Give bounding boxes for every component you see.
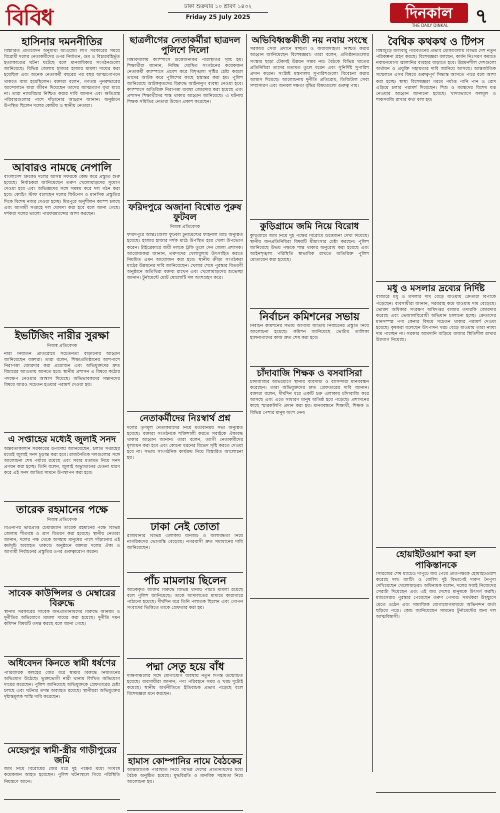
article-headline: কুড়িগ্রামে জমি নিয়ে বিরোধ [260,222,359,233]
article [127,757,243,811]
article-headline: পদ্মা সেতু হয়ে বাঁধ [145,660,225,673]
article-headline: ফরিদপুরে অজানা বিশ্বোত পুরুষ ফুটবল [128,202,242,224]
article-separator [376,792,496,793]
newspaper-logo-subtitle: THE DAILY DINKAL [411,23,449,28]
article [127,575,243,659]
article-headline: মেহেরপুর স্বামী-স্ত্রীর গাড়ীপুরের জমি [7,745,117,766]
article [4,162,120,328]
article [4,659,120,743]
article-body: সরকারি সেবা প্রদানে স্বচ্ছতা ও জবাবদিহিতা নিশ্চিত করার আহ্বান জানিয়েছেন বিশেষজ্ঞরা। তারা বলেন, প্রতিষ্ঠানগুলোর সংস্কার ছাড়া টেকসই উন্নয়ন সম্ভব নয়। বৈঠকে বিভিন্ন খাতের প্রতিনিধিরা তাদের মতামত তুলে ধরেন এবং সুনির্দিষ্ট সুপারিশ প্রদান করেন। সংশ্লিষ্ট মন্ত্রণালয় সুপারিশগুলো বিবেচনা করার আশ্বাস দিয়েছে। আলোচনায় দুর্নীতি প্রতিরোধ, ডিজিটাল সেবা সম্প্রসারণ এবং জনবল দক্ষতা বৃদ্ধির বিষয়গুলো গুরুত্ব পায়। [250,47,369,89]
article-headline: তারেক রহমানের পক্ষে [16,503,108,516]
article-separator [250,598,369,599]
article-separator [4,501,120,502]
article-byline: নিজস্ব প্রতিবেদক [46,344,78,350]
article-separator [127,754,243,755]
date-english: Friday 25 July 2025 [168,12,268,22]
article-headline: ইভটিজিং নারীর সুরক্ষা [14,330,110,343]
article-body: বাজারে মধু ও মসলার দাম বেড়ে যাওয়ায় ক্রেতারা বিপাকে পড়েছেন। ব্যবসায়ীরা জানান, সরবরাহ কমে যাওয়ায় দাম বেড়েছে। ভোক্তা অধিকার সংরক্ষণ অধিদপ্তর বাজার তদারকি জোরদার করেছে এবং ভেজালবিরোধী অভিযান চালানো হচ্ছে। ক্রেতাদের মানসম্পন্ন পণ্য কেনার বিষয়ে সচেতন থাকার পরামর্শ দেওয়া হয়েছে। কৃষকরা বলেছেন উৎপাদন খরচ বেড়ে যাওয়ায় তারা ন্যায্য দাম পাচ্ছেন না। সরকার আমদানি বাড়িয়ে বাজার স্থিতিশীল রাখার উদ্যোগ নিয়েছে। [376,295,496,344]
article-separator [4,656,120,657]
article-byline: নিজস্ব প্রতিবেদক [46,517,78,523]
page-number: ৭ [475,4,489,28]
article-body: বাংলাদেশ ক্রিকেট দলের আসন্ন সফরকে কেন্দ্র করে প্রস্তুতি শুরু হয়েছে। নির্বাচকরা জানিয়েছেন তরুণ খেলোয়াড়দের সুযোগ দেওয়া হবে এবং অভিজ্ঞদের সঙ্গে সমন্বয় করে দল গঠন করা হবে। কোচিং স্টাফ বলেছেন দলের ফিটনেস ও মানসিক প্রস্তুতির দিকে বিশেষ নজর দেওয়া হচ্ছে। মিরপুরে অনুশীলন ক্যাম্প চলছে এবং আগামী সপ্তাহে দল ঘোষণা করা হবে বলে জানা গেছে। দর্শকরা দলের ভালো পারফরম্যান্সের আশা করছেন। [4,175,120,217]
section-name: বিবিধ [6,5,53,31]
article-headline: অধিবেদন কিনতে স্বামী ধর্ষণের [8,659,116,670]
article-headline: হোয়াইটওয়াশ করা হল পাকিস্তানকে [396,550,476,571]
article [4,746,120,801]
article-body: অন্তর্বর্তীকালীন সরকারের উপদেষ্টা জানিয়েছেন, চলতি সপ্তাহের মধ্যেই জুলাই সনদ চূড়ান্ত করা হবে। রাজনৈতিক দলগুলোর সঙ্গে আলোচনা শেষ পর্যায়ে রয়েছে এবং সবার মতামত নিয়ে সনদ প্রণয়ন করা হচ্ছে। তিনি বলেন, জুলাই অভ্যুত্থানের চেতনা ধারণ করে এই সনদ জাতির সামনে উপস্থাপন করা হবে। [4,446,120,476]
article-headline: নেতাকর্মীদের নিঃস্বার্থ প্রশ্ন [139,414,231,425]
article-headline: সাবেক কাউন্সিলর ও মেম্বারের বিরুদ্ধে [8,588,116,609]
article [4,36,120,160]
article-body: আটককৃত ব্যক্তির বিরুদ্ধে বিভিন্ন থানায় পাঁচটি মামলা রয়েছে বলে পুলিশ জানিয়েছে। তাকে আদালতের মাধ্যমে কারাগারে পাঠানো হয়েছে। দীর্ঘদিন ধরে তিনি পলাতক ছিলেন এবং গোপন সংবাদের ভিত্তিতে তাকে গ্রেফতার করা হয়। [127,587,243,612]
article-headline: আবারও নামছে নেপালি [12,162,112,175]
column-4 [376,34,496,795]
column-divider [123,34,124,772]
article-separator [4,327,120,328]
article-body: চাঁদাবাজির অভিযোগে স্থানীয় ব্যবসায়ী ও বাসিন্দারা মানববন্ধন করেছেন। তারা অভিযুক্তদের দ্রুত গ্রেফতারের দাবি জানান। বক্তারা বলেন, দীর্ঘদিন ধরে একটি চক্র এলাকায় চাঁদাবাজি করে আসছে এবং এতে সাধারণ মানুষ অতিষ্ঠ হয়ে পড়েছে। প্রশাসনের কাছে স্মারকলিপি প্রদান করা হয়। মানববন্ধনে শিক্ষার্থী, শিক্ষক ও বিভিন্ন পেশার মানুষ অংশ নেন। [250,380,369,416]
article-headline: ঢাকা নেই তোতা [150,520,220,533]
article-body: রাজধানীর বিভিন্ন এলাকায় যানজট ও জলাবদ্ধতা নিয়ে নাগরিকদের ভোগান্তি বেড়েছে। নগরবাসী দ্রুত সমাধানের দাবি জানিয়েছেন। [127,533,243,551]
article-body: বিশ্ববিদ্যালয় ক্যাম্পাসে উত্তেজনাকর পরিস্থিতির সৃষ্টি হয়। শিক্ষার্থীরা জানান, নিষিদ্ধ ঘোষিত সংগঠনের কয়েকজন নেতাকর্মী ক্যাম্পাসে প্রবেশ করে বিশৃঙ্খলা সৃষ্টির চেষ্টা করলে তাদের আটক করে পুলিশের কাছে হস্তান্তর করা হয়। পুলিশ জানিয়েছে আটককৃতদের বিরুদ্ধে আইনানুগ ব্যবস্থা নেওয়া হবে। ক্যাম্পাসে অতিরিক্ত নিরাপত্তা ব্যবস্থা জোরদার করা হয়েছে এবং প্রশাসন শিক্ষার্থীদের শান্ত থাকার আহ্বান জানিয়েছে। এ ঘটনায় শিক্ষক সমিতির নেতারা উদ্বেগ প্রকাশ করেছেন। [127,57,243,106]
article-body: নারী নির্যাতন প্রতিরোধে সচেতনতা বাড়ানোর আহ্বান জানিয়েছেন বক্তারা। তারা বলেন, শিক্ষাপ্রতিষ্ঠানের আশপাশে নিরাপত্তা জোরদার করা প্রয়োজন এবং অভিযুক্তদের দ্রুত বিচারের আওতায় আনতে হবে। স্থানীয় প্রশাসন এ বিষয়ে কঠোর পদক্ষেপ নেওয়ার আশ্বাস দিয়েছে। অভিভাবকদের সন্তানদের বিষয়ে আরও সচেতন হওয়ার পরামর্শ দেওয়া হয়। [4,352,120,388]
article-body: বিশ্বজুড়ে জলবায়ু পরিবর্তনের প্রভাব মোকাবিলায় বিভিন্ন দেশ নতুন পরিকল্পনা গ্রহণ করছে। বিশেষজ্ঞরা বলছেন, কার্বন নিঃসরণ কমাতে নবায়নযোগ্য জ্বালানির ব্যবহার বাড়াতে হবে। উন্নয়নশীল দেশগুলো অর্থায়ন ও প্রযুক্তি সহায়তার দাবি জানিয়ে আসছে। আন্তর্জাতিক সম্মেলনে এসব বিষয়ে গুরুত্বপূর্ণ সিদ্ধান্ত আসতে পারে বলে আশা করা হচ্ছে। স্বাস্থ্য বিশেষজ্ঞরা গরমে পর্যাপ্ত পানি পান ও রোদ এড়িয়ে চলার পরামর্শ দিয়েছেন। শিশু ও বয়স্কদের বিশেষ যত্ন নেওয়ার আহ্বান জানানো হয়েছে। খাদ্যাভ্যাসে ফলমূল ও শাকসবজি রাখার কথা বলা হয়। [376,49,496,103]
column-3 [250,34,369,601]
article-headline: হাসিনার দমননীতির [21,36,103,48]
article-separator [376,281,496,282]
article-separator [127,518,243,519]
article-headline: বৈশ্বিক কথকথ ও টিপস [387,36,485,48]
article-byline: নিজস্ব প্রতিবেদক [169,225,201,231]
article-headline: ছাত্রলীগের নেতাকর্মীরা ছাত্রদল পুলিশে দিলো [129,36,241,57]
article [127,203,243,413]
article [4,435,120,501]
article [4,589,120,658]
article-separator [4,743,120,744]
date-bangla: ঢাকা শুক্রবার ১০ শ্রাবণ ১৪৩২ [184,4,252,10]
article-separator [127,572,243,573]
article-separator [4,159,120,160]
article [4,504,120,587]
article [250,311,369,367]
article-headline: নির্বাচন কমিশনের সভায় [259,310,360,323]
article-body: দক্ষিণাঞ্চলের সঙ্গে যোগাযোগ ব্যবস্থায় নতুন দিগন্ত উন্মোচিত হয়েছে। ব্যবসায়ীরা জানান, পণ্য পরিবহনে সময় ও খরচ দুটোই কমেছে। স্থানীয় অর্থনীতিতে ইতিবাচক প্রভাব পড়েছে বলে বিশেষজ্ঞরা মনে করছেন। [127,673,243,698]
article-separator [250,366,369,367]
article-body: জমি নিয়ে বিরোধের জের ধরে দুই পক্ষের মধ্যে সংঘর্ষে কয়েকজন আহত হয়েছেন। পুলিশ ঘটনাস্থলে গিয়ে পরিস্থিতি নিয়ন্ত্রণে আনে। [4,767,120,785]
article-separator [376,547,496,548]
column-1 [4,34,120,802]
article-separator [127,658,243,659]
article-body: সিরিজের শেষ ম্যাচেও দাপুটে জয় পেয়ে প্রতিপক্ষকে হোয়াইটওয়াশ করেছে দল। ব্যাটিং ও বোলিং দুই বিভাগেই দারুণ নৈপুণ্য দেখিয়েছেন খেলোয়াড়রা। অধিনায়ক বলেন, দলের সবাই নিজেদের সেরাটা দিয়েছেন এবং এই জয় দেশের মানুষকে উৎসর্গ করছি। ম্যাচসেরার পুরস্কার পেয়েছেন তরুণ পেসার। সমর্থকরা উচ্ছ্বাসে মেতে ওঠেন এবং সামাজিক যোগাযোগমাধ্যমে অভিনন্দন বার্তা ছড়িয়ে পড়ে। কোচ জানিয়েছেন সামনের টুর্নামেন্টের জন্য দল আত্মবিশ্বাসী। [376,572,496,620]
newspaper-logo: দিনকাল [390,3,468,23]
article-separator [127,810,243,811]
article-headline: অভিবিধ্বস্তকীতী নয় নবায় সংস্থে [251,36,368,46]
article-body: নির্বাচন কমিশনের সভায় আগামী জাতীয় নির্বাচনের প্রস্তুতি নিয়ে আলোচনা হয়েছে। কমিশন জানিয়েছে ভোটার তালিকা হালনাগাদের কাজ দ্রুত শেষ করা হবে। [250,323,369,341]
article-body: আন্তর্জাতিক পরিস্থিতি নিয়ে বিভিন্ন দেশের প্রতিনিধিদের মধ্যে বৈঠক অনুষ্ঠিত হয়েছে। যুদ্ধবিরতি ও মানবিক সহায়তা নিয়ে আলোচনা হয়। [127,768,243,786]
article [376,550,496,793]
article-separator [250,308,369,309]
article [4,330,120,433]
article-body: বিস্তারিত প্রতিবেদন অনুযায়ী আওয়ামী লীগ সরকারের সময়ে বিরোধী দলের নেতাকর্মীদের ওপর নির্যাতন, গুম ও বিচারবহির্ভূত হত্যাকাণ্ডের ঘটনা ঘটেছে বলে মানবাধিকার সংগঠনগুলো জানিয়েছে। বিভিন্ন জেলায় হাজার হাজার মামলা দায়ের করা হয়েছিল এবং অনেক নেতাকর্মী বছরের পর বছর আত্মগোপনে থাকতে বাধ্য হয়েছিলেন। বক্তারা বলেন, গণতন্ত্র পুনরুদ্ধারের আন্দোলনে যারা জীবন দিয়েছেন তাদের আত্মত্যাগ বৃথা যাবে না। তারা ন্যায়বিচার নিশ্চিত করার দাবি জানান এবং ক্ষতিগ্রস্ত পরিবারগুলোর পাশে দাঁড়ানোর আহ্বান জানান। অনুষ্ঠানে উপস্থিত ছিলেন দলের কেন্দ্রীয় ও স্থানীয় নেতারা। [4,49,120,109]
article-headline: পাঁচ মামলায় ছিলেন [143,574,227,587]
article-headline: হামাস কোম্পানির নামে বৈঠকের [128,756,242,767]
article [127,414,243,518]
article-body: ফরিদপুরে আন্তঃজেলা ফুটবল টুর্নামেন্টের ফাইনাল ম্যাচ অনুষ্ঠিত হয়েছে। হাজার হাজার দর্শক মাঠে উপস্থিত হয়ে খেলা উপভোগ করেন। টাইব্রেকারে জয়ী দলকে ট্রফি তুলে দেন জেলা প্রশাসক। আয়োজকরা জানান, তরুণদের খেলাধুলায় উৎসাহিত করতে নিয়মিত এমন আয়োজন করা হবে। স্থানীয় ক্রীড়া সংগঠকরা মাঠের উন্নয়নের দাবি জানিয়েছেন। খেলার শেষে পুরস্কার বিতরণী অনুষ্ঠানে অতিথিরা বক্তব্য রাখেন এবং খেলোয়াড়দের শুভেচ্ছা জানান। টুর্নামেন্টে মোট ষোলোটি দল অংশগ্রহণ করে। [127,233,243,282]
article-headline: এ সপ্তাহের মধ্যেই জুলাই সনদ [8,435,116,446]
article [127,36,243,201]
article-body: দলের তৃণমূল নেতাকর্মীদের নিয়ে মতবিনিময় সভা অনুষ্ঠিত হয়েছে। বক্তারা সংগঠনকে শক্তিশালী করতে সবাইকে ঐক্যবদ্ধ থাকার আহ্বান জানান। তারা বলেন, ত্যাগী নেতাকর্মীদের মূল্যায়ন করা হবে এবং কোনো ধরনের বিভেদ সৃষ্টি করতে দেওয়া হবে না। সভায় সাংগঠনিক কার্যক্রম নিয়ে বিস্তারিত আলোচনা হয়। [127,425,243,462]
column-divider [372,34,373,772]
dateline [168,3,268,22]
article [127,661,243,755]
column-2 [127,34,243,813]
article-separator [127,200,243,201]
article-separator [4,586,120,587]
article [127,521,243,573]
article-body: বিএনপির ভারপ্রাপ্ত চেয়ারম্যান তারেক রহমানের পক্ষে বিভিন্ন জেলায় শীতবস্ত্র ও ত্রাণ বিতরণ করা হয়েছে। স্থানীয় নেতারা জানান, দলের পক্ষ থেকে অসহায় মানুষের পাশে দাঁড়ানোর এই কর্মসূচি অব্যাহত থাকবে। অনুষ্ঠানে বক্তারা দলের ঐক্য ও আগামী নির্বাচনের প্রস্তুতির ওপর গুরুত্বারোপ করেন। [4,525,120,555]
article-separator [4,799,120,800]
article-body: পারিবারিক কলহের জের ধরে স্বামীর বিরুদ্ধে নির্যাতনের অভিযোগ উঠেছে। ভুক্তভোগী নারী থানায় লিখিত অভিযোগ দায়ের করেছেন। পুলিশ জানিয়েছে অভিযুক্তকে গ্রেফতারের চেষ্টা চলছে এবং ঘটনার তদন্ত অব্যাহত রয়েছে। স্থানীয়রা অভিযুক্তের দৃষ্টান্তমূলক শাস্তি দাবি করেছেন। [4,670,120,700]
article-headline: চাঁদাবাজি শিক্ষক ও বসবাসিরা [256,368,363,379]
article-separator [127,411,243,412]
masthead [0,0,500,31]
article-headline: মধু ও মসলার দ্রব্যের নির্দিষ্ট [387,284,485,295]
article [376,36,496,282]
article [376,284,496,548]
column-divider [246,34,247,772]
article-body: কুড়িগ্রামে জমি নিয়ে দুই পক্ষের বিরোধে উত্তেজনা দেখা দিয়েছে। স্থানীয় জনপ্রতিনিধিরা বিষয়টি মীমাংসার চেষ্টা করছেন। পুলিশ জানিয়েছে উভয় পক্ষকে শান্ত থাকার অনুরোধ করা হয়েছে এবং আইনশৃঙ্খলা পরিস্থিতি স্বাভাবিক রাখতে অতিরিক্ত পুলিশ মোতায়েন করা হয়েছে। [250,233,369,264]
article [250,222,369,308]
article-separator [4,432,120,433]
article-separator [250,219,369,220]
article [250,369,369,599]
article-body: স্থানীয় সরকারের সাবেক জনপ্রতিনিধিদের বিরুদ্ধে অনিয়ম ও দুর্নীতির অভিযোগে মামলা দায়ের করা হয়েছে। দুর্নীতি দমন কমিশন বিষয়টি তদন্ত করছে বলে জানা গেছে। [4,610,120,628]
article [250,36,369,220]
